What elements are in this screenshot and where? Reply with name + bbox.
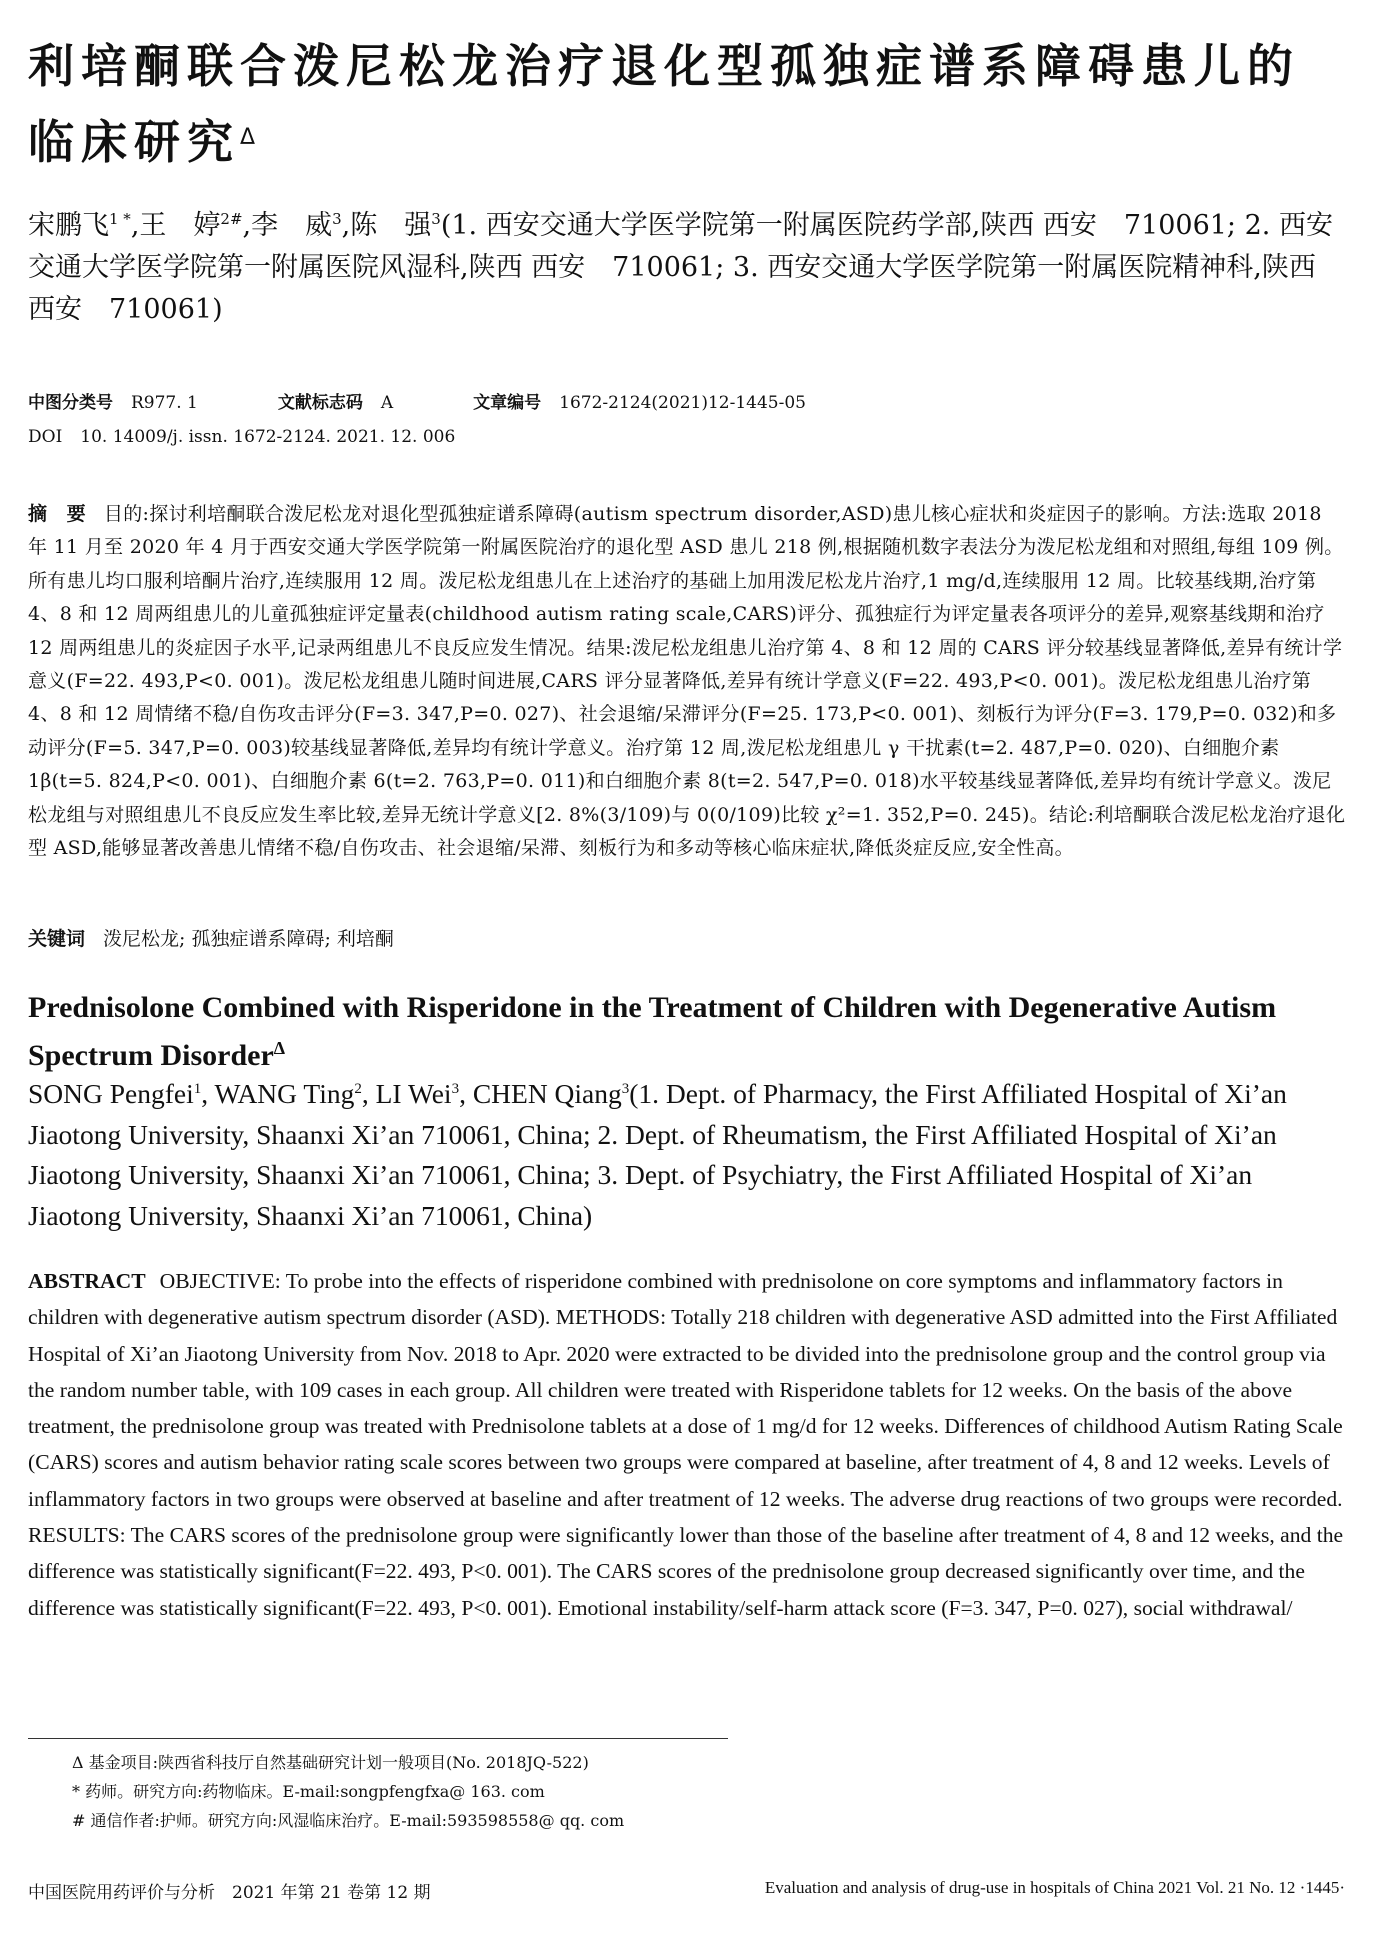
en-author-sup: 3	[451, 1081, 460, 1097]
doc-code-label: 文献标志码	[277, 393, 363, 413]
author-block: 宋鹏飞$^{1 *}$,王 婷$^{2\#}$,李 威$^3$,陈 强$^3$(1. 西安交通大学医学院第一附属医院药学部,陕西 西安 710061; 2. 西安交通大学医学院第一附属医院风湿科,陕西 西安 710061; 3. 西安交通大学医学院第一附属医院精神科,陕西 西安 710061)	[28, 210, 1333, 325]
footnote-divider	[28, 1738, 728, 1739]
keywords-chinese	[28, 923, 1346, 956]
article-number-value: 1672-2124(2021)12-1445-05	[559, 393, 806, 413]
abstract-en-label: ABSTRACT	[28, 1269, 146, 1293]
author-sup: 3	[332, 210, 342, 228]
author-name: 宋鹏飞	[28, 210, 109, 241]
en-author-sup: 1	[193, 1081, 202, 1097]
article-number-label: 文章编号	[473, 393, 542, 413]
author-affiliations: (1. 西安交通大学医学院第一附属医院药学部,陕西 西安 710061; 2. 西安交通大学医学院第一附属医院风湿科,陕西 西安 710061; 3. 西安交通大学医学院第一附属医院精神科,陕西 西安 710061)	[28, 210, 1333, 325]
author-name: 李 威	[251, 210, 333, 241]
clc-value: R977. 1	[131, 393, 198, 413]
clc-label: 中图分类号	[28, 393, 113, 413]
abstract-zh-text: 目的:探讨利培酮联合泼尼松龙对退化型孤独症谱系障碍(autism spectrum disorder,ASD)患儿核心症状和炎症因子的影响。方法:选取 2018 年 11 月至 2020 年 4 月于西安交通大学医学院第一附属医院治疗的退化型 ASD 患儿 218 例,根据随机数字表法分为泼尼松龙组和对照组,每组 109 例。所有患儿均口服利培酮片治疗,连续服用 12 周。泼尼松龙组患儿在上述治疗的基础上加用泼尼松龙片治疗,1 mg/d,连续服用 12 周。比较基线期,治疗第 4、8 和 12 周两组患儿的儿童孤独症评定量表(childhood autism rating scale,CARS)评分、孤独症行为评定量表各项评分的差异,观察基线期和治疗 12 周两组患儿的炎症因子水平,记录两组患儿不良反应发生情况。结果:泼尼松龙组患儿治疗第 4、8 和 12 周的 CARS 评分较基线显著降低,差异有统计学意义(F=22. 493,P<0. 001)。泼尼松龙组患儿随时间进展,CARS 评分显著降低,差异有统计学意义(F=22. 493,P<0. 001)。泼尼松龙组患儿治疗第 4、8 和 12 周情绪不稳/自伤攻击评分(F=3. 347,P=0. 027)、社会退缩/呆滞评分(F=25. 173,P<0. 001)、刻板行为评分(F=3. 179,P=0. 032)和多动评分(F=5. 347,P=0. 003)较基线显著降低,差异均有统计学意义。治疗第 12 周,泼尼松龙组患儿 γ 干扰素(t=2. 487,P=0. 020)、白细胞介素 1β(t=5. 824,P<0. 001)、白细胞介素 6(t=2. 763,P=0. 011)和白细胞介素 8(t=2. 547,P=0. 018)水平较基线显著降低,差异均有统计学意义。泼尼松龙组与对照组患儿不良反应发生率比较,差异无统计学意义[2. 8%(3/109)与 0(0/109)比较 χ²=1. 352,P=0. 245)。结论:利培酮联合泼尼松龙治疗退化型 ASD,能够显著改善患儿情绪不稳/自伤攻击、社会退缩/呆滞、刻板行为和多动等核心临床症状,降低炎症反应,安全性高。	[28, 503, 1346, 860]
author-sup: 1 *	[109, 210, 131, 228]
en-author-sup: 3	[621, 1081, 630, 1097]
english-author-block: SONG Pengfei$^1$, WANG Ting$^2$, LI Wei$^3$, CHEN Qiang$^3$(1. Dept. of Pharmacy, the First Affiliated Hospital of Xi’an Jiaotong University, Shaanxi Xi’an 710061, China; 2. Dept. of Rheumatism, the First Affiliated Hospital of Xi’an Jiaotong University, Shaanxi Xi’an 710061, China; 3. Dept. of Psychiatry, the First Affiliated Hospital of Xi’an Jiaotong University, Shaanxi Xi’an 710061, China)	[28, 1078, 1287, 1231]
author-name: 王 婷	[139, 210, 221, 241]
en-author-name: SONG Pengfei	[28, 1078, 194, 1110]
english-title-text: Prednisolone Combined with Risperidone in the Treatment of Children with Degenerative Autism Spectrum Disorder	[28, 991, 1277, 1072]
abstract-chinese	[28, 498, 1346, 865]
footnotes	[72, 1748, 1272, 1835]
en-author-name: LI Wei	[375, 1078, 452, 1110]
doi-value: 10. 14009/j. issn. 1672-2124. 2021. 12. 006	[80, 427, 456, 447]
en-author-affiliations: (1. Dept. of Pharmacy, the First Affiliated Hospital of Xi’an Jiaotong University, Shaanxi Xi’an 710061, China; 2. Dept. of Rheumatism, the First Affiliated Hospital of Xi’an Jiaotong University, Shaanxi Xi’an 710061, China; 3. Dept. of Psychiatry, the First Affiliated Hospital of Xi’an Jiaotong University, Shaanxi Xi’an 710061, China)	[28, 1078, 1287, 1231]
en-author-sup: 2	[354, 1081, 362, 1097]
author-name: 陈 强	[350, 210, 432, 241]
article-title-text: 利培酮联合泼尼松龙治疗退化型孤独症谱系障碍患儿的临床研究	[28, 39, 1300, 169]
en-author-name: CHEN Qiang	[472, 1078, 622, 1110]
doc-code-value: A	[380, 393, 394, 413]
running-footer-journal-zh: 中国医院用药评价与分析 2021 年第 21 卷第 12 期	[28, 1883, 431, 1903]
author-sup: 3	[431, 210, 441, 228]
meta-row-2	[28, 420, 1328, 454]
abstract-english	[28, 1263, 1346, 1626]
author-sup: 2#	[220, 210, 243, 228]
footnote-corresponding-author: # 通信作者:护师。研究方向:风湿临床治疗。E-mail:593598558@ qq. com	[72, 1811, 625, 1830]
english-title	[28, 988, 1346, 1076]
english-title-fund-mark: Δ	[273, 1038, 286, 1058]
keywords-zh-text: 泼尼松龙; 孤独症谱系障碍; 利培酮	[103, 928, 394, 950]
keywords-zh-label: 关键词	[28, 928, 86, 950]
abstract-en-text: OBJECTIVE: To probe into the effects of risperidone combined with prednisolone on core symptoms and inflammatory factors in children with degenerative autism spectrum disorder (ASD). METHODS: Totally 218 children with degenerative ASD admitted into the First Affiliated Hospital of Xi’an Jiaotong University from Nov. 2018 to Apr. 2020 were extracted to be divided into the prednisolone group and the control group via the random number table, with 109 cases in each group. All children were treated with Risperidone tablets for 12 weeks. On the basis of the above treatment, the prednisolone group was treated with Prednisolone tablets at a dose of 1 mg/d for 12 weeks. Differences of childhood Autism Rating Scale (CARS) scores and autism behavior rating scale scores between two groups were compared at baseline, after treatment of 4, 8 and 12 weeks. Levels of inflammatory factors in two groups were observed at baseline and after treatment of 12 weeks. The adverse drug reactions of two groups were recorded. RESULTS: The CARS scores of the prednisolone group were significantly lower than those of the baseline after treatment of 4, 8 and 12 weeks, and the difference was statistically significant(F=22. 493, P<0. 001). The CARS scores of the prednisolone group decreased significantly over time, and the difference was statistically significant(F=22. 493, P<0. 001). Emotional instability/self-harm attack score (F=3. 347, P=0. 027), social withdrawal/	[28, 1269, 1344, 1620]
meta-row-1	[28, 386, 1328, 420]
en-author-name: WANG Ting	[214, 1078, 355, 1110]
title-fund-mark: Δ	[240, 125, 256, 150]
article-title	[28, 28, 1348, 180]
abstract-zh-label: 摘 要	[28, 503, 86, 525]
article-meta	[28, 386, 1328, 454]
doi-label: DOI	[28, 427, 63, 447]
running-footer-journal-en: Evaluation and analysis of drug-use in hospitals of China 2021 Vol. 21 No. 12 ·1445·	[764, 1878, 1345, 1897]
footnote-fund: Δ 基金项目:陕西省科技厅自然基础研究计划一般项目(No. 2018JQ-522)	[72, 1753, 589, 1772]
footnote-first-author: * 药师。研究方向:药物临床。E-mail:songpfengfxa@ 163. com	[72, 1782, 545, 1801]
